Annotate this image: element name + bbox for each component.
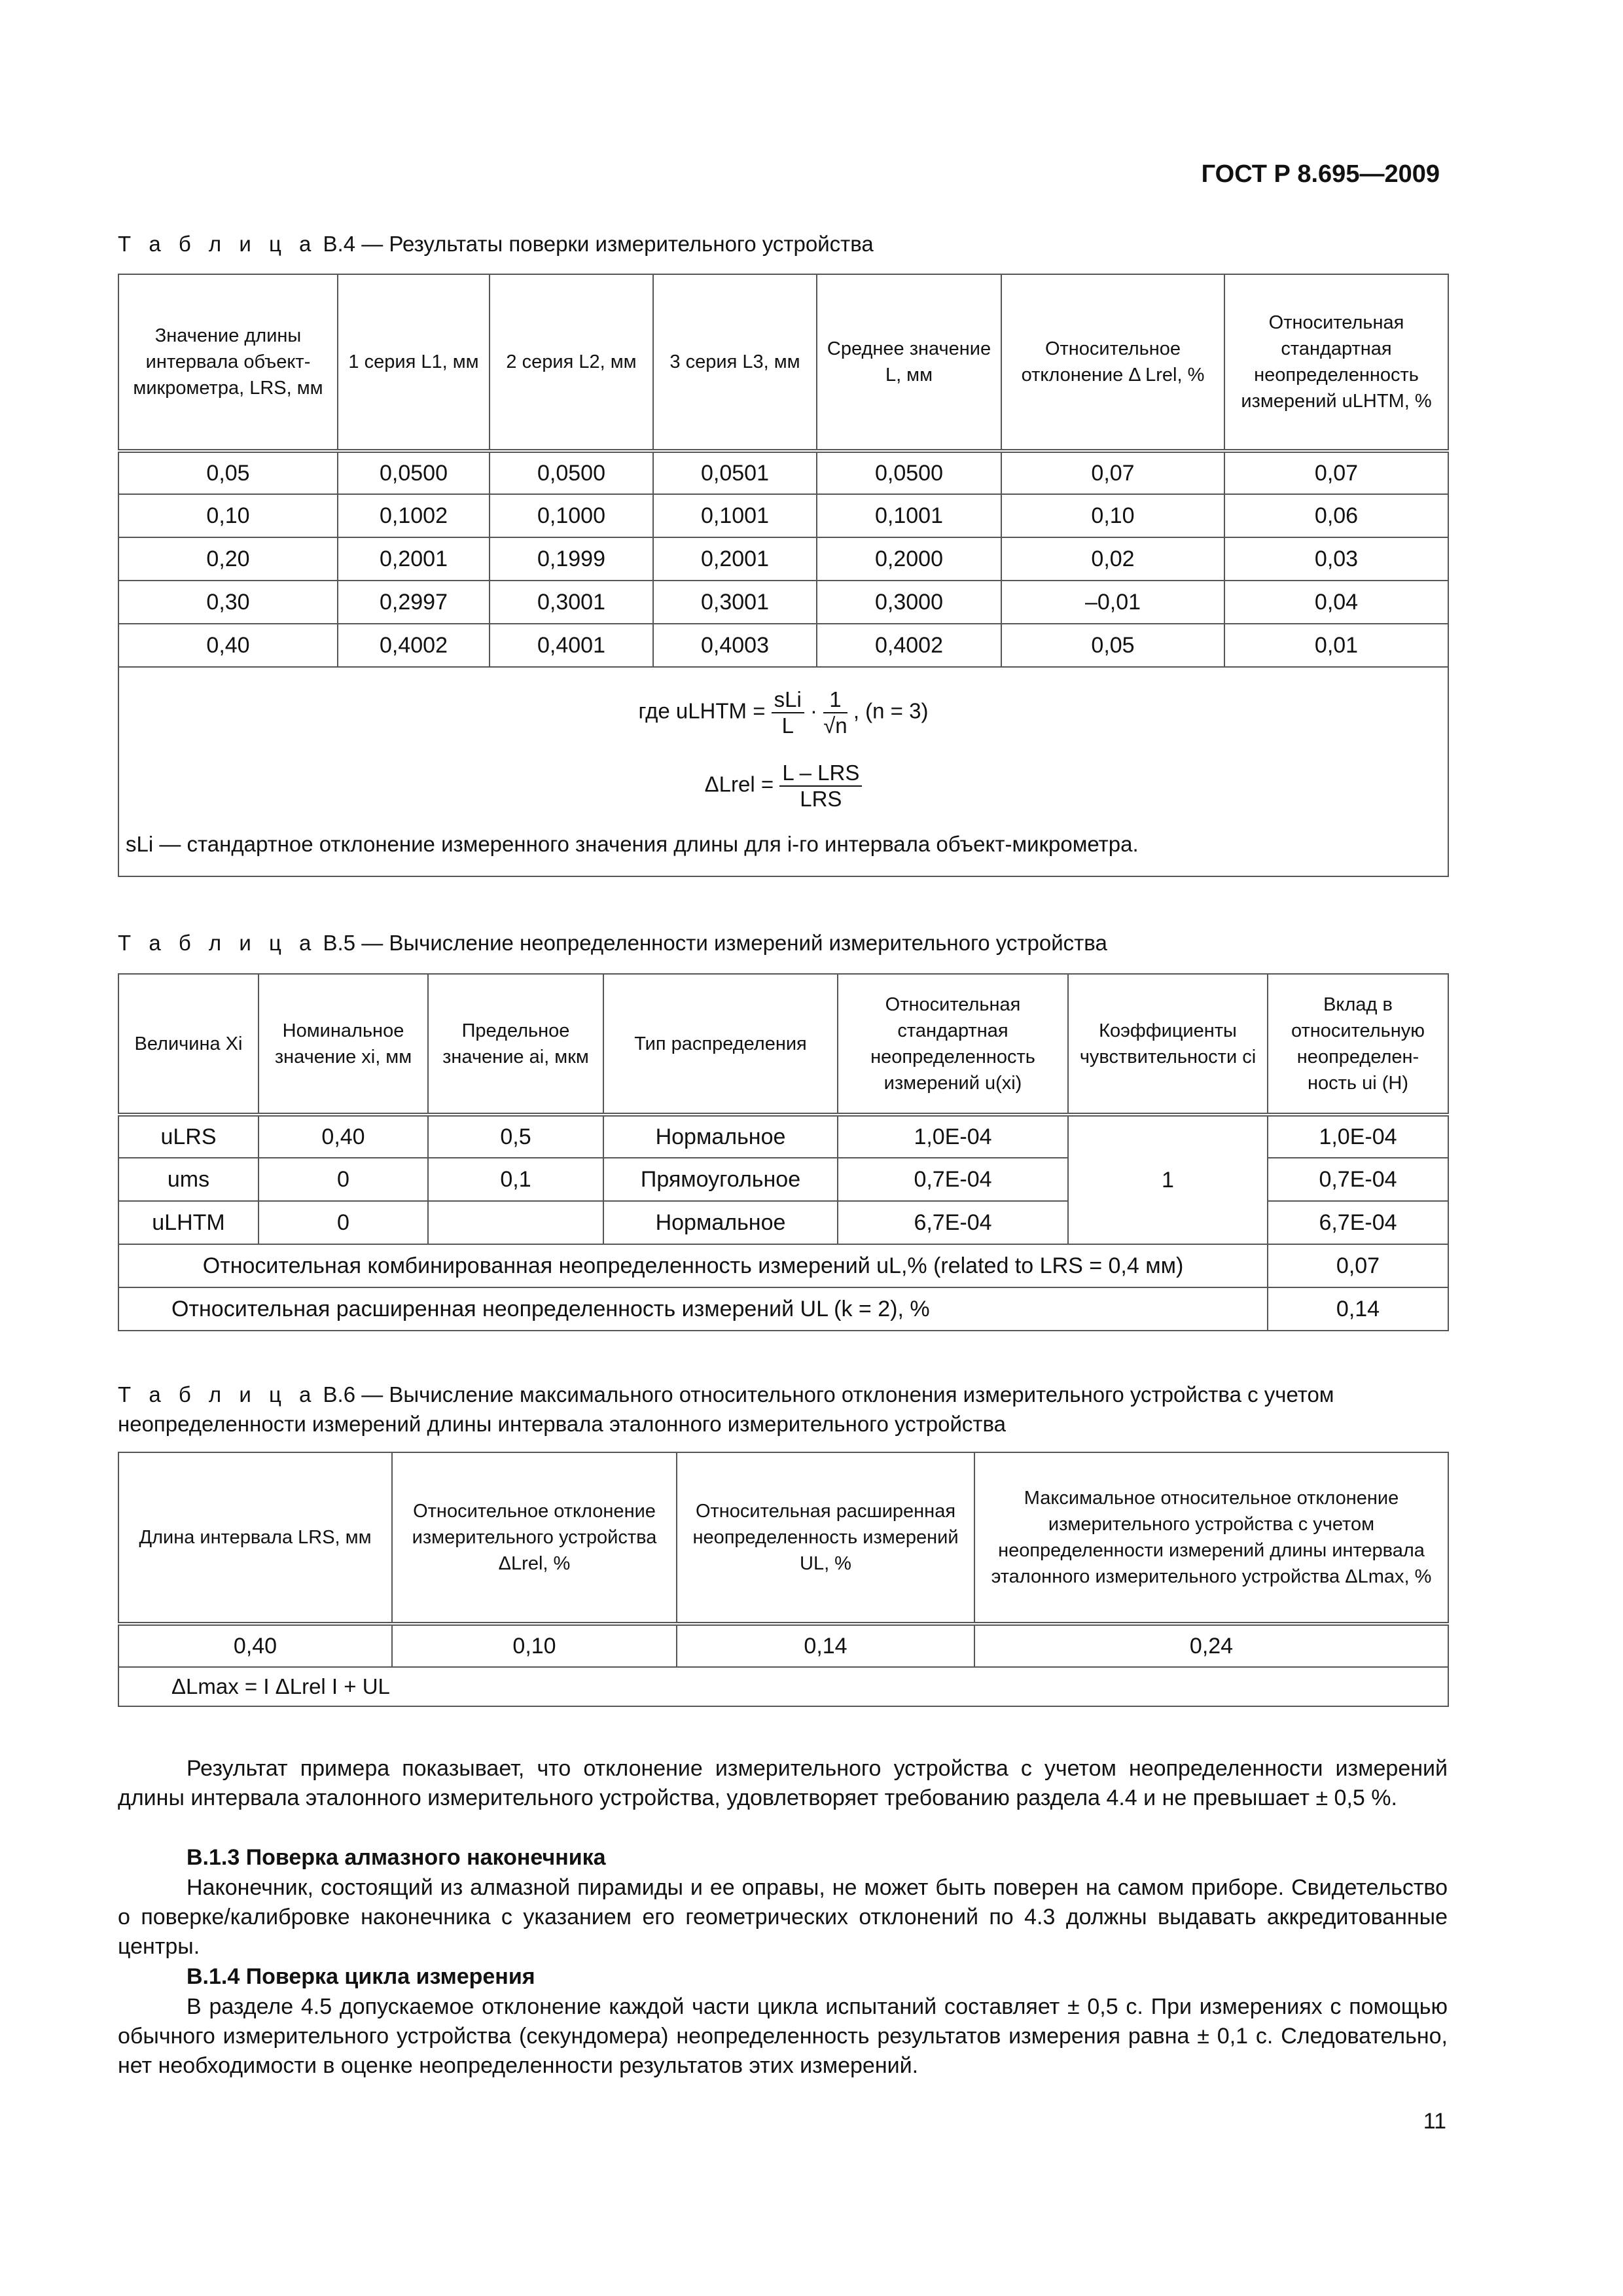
col-header: Длина интервала LRS, мм	[118, 1452, 392, 1624]
paragraph-result: Результат примера показывает, что отклонение измерительного устройства с учетом неопределенности измерений длины интервала эталонного измерительного устройства, удовлетворяет требованию раздела 4.4 и не превышает ± 0,5 %.	[118, 1756, 1448, 1810]
col-header: Относительное отклонение Δ Lrel, %	[1001, 274, 1224, 451]
table-row	[118, 581, 1448, 624]
caption-text: В.5 — Вычисление неопределенности измерений измерительного устройства	[323, 931, 1107, 955]
formula-delta-l-rel	[124, 761, 1442, 812]
table-cell: 0,07	[1001, 451, 1224, 494]
table-cell: 0,30	[118, 581, 338, 624]
table-b5	[118, 973, 1449, 1331]
formula-suffix: , (n = 3)	[853, 698, 929, 723]
col-header: Относительное отклонение измерительного устройства ΔLrel, %	[392, 1452, 677, 1624]
table-b6-caption	[118, 1380, 1448, 1439]
table-cell	[428, 1201, 603, 1244]
table-cell: 0,7E-04	[1268, 1158, 1448, 1201]
expanded-uncertainty-label: Относительная расширенная неопределенность измерений UL (k = 2), %	[118, 1287, 1268, 1331]
formula-cell	[118, 667, 1448, 876]
table-cell: 0,05	[118, 451, 338, 494]
col-header: Относительная стандартная неопределенность измерений u(xi)	[838, 974, 1068, 1115]
table-row	[118, 494, 1448, 537]
fraction-denominator: √n	[823, 713, 847, 738]
caption-text: В.6 — Вычисление максимального относительного отклонения измерительного устройства с учетом неопределенности измерений длины интервала эталонного измерительного устройства	[118, 1382, 1334, 1436]
col-header: Вклад в относительную неопределен-ность ui (Н)	[1268, 974, 1448, 1115]
standard-number: ГОСТ Р 8.695—2009	[1201, 160, 1440, 188]
table-b5-caption	[118, 928, 1107, 958]
table-cell: 0,1999	[490, 537, 653, 581]
table-b4-header-row	[118, 274, 1448, 451]
fraction-numerator: 1	[823, 687, 847, 713]
table-cell: 0,0501	[653, 451, 817, 494]
col-header: 2 серия L2, мм	[490, 274, 653, 451]
expanded-uncertainty-value: 0,14	[1268, 1287, 1448, 1331]
col-header: Номинальное значение xi, мм	[259, 974, 428, 1115]
table-cell: 0,1001	[653, 494, 817, 537]
combined-uncertainty-label: Относительная комбинированная неопределенность измерений uL,% (related to LRS = 0,4 мм)	[118, 1244, 1268, 1287]
table-cell: 0,40	[118, 1624, 392, 1667]
table-cell: 0,3000	[817, 581, 1001, 624]
col-header: Значение длины интервала объект-микрометра, LRS, мм	[118, 274, 338, 451]
fraction-denominator: LRS	[800, 787, 842, 811]
table-b4-formula-row	[118, 667, 1448, 876]
table-cell: uLHTM	[118, 1201, 259, 1244]
table-cell: 0,1002	[338, 494, 490, 537]
table-cell: 0,4001	[490, 624, 653, 667]
table-cell: 0,02	[1001, 537, 1224, 581]
table-cell: 0,1	[428, 1158, 603, 1201]
table-cell: 0,05	[1001, 624, 1224, 667]
table-cell: 0,07	[1224, 451, 1448, 494]
table-cell: 0,10	[1001, 494, 1224, 537]
col-header: Среднее значение L, мм	[817, 274, 1001, 451]
table-cell: 0	[259, 1201, 428, 1244]
table-cell: 0,2001	[653, 537, 817, 581]
table-cell: 6,7E-04	[838, 1201, 1068, 1244]
table-cell: 0,0500	[338, 451, 490, 494]
col-header: 1 серия L1, мм	[338, 274, 490, 451]
table-cell: 0,4002	[817, 624, 1001, 667]
fraction	[772, 687, 804, 738]
col-header: Тип распределения	[603, 974, 838, 1115]
table-cell: 0,3001	[490, 581, 653, 624]
col-header: Предельное значение ai, мкм	[428, 974, 603, 1115]
col-header: 3 серия L3, мм	[653, 274, 817, 451]
table-cell: ums	[118, 1158, 259, 1201]
table-row	[118, 1115, 1448, 1158]
table-b6-header-row	[118, 1452, 1448, 1624]
table-label: Т а б л и ц а	[118, 931, 317, 955]
formula-u-lhtm	[124, 687, 1442, 738]
col-header: Относительная расширенная неопределенность измерений UL, %	[677, 1452, 974, 1624]
table-cell: –0,01	[1001, 581, 1224, 624]
coefficient-cell: 1	[1068, 1115, 1268, 1244]
table-label: Т а б л и ц а	[118, 1382, 317, 1407]
table-label: Т а б л и ц а	[118, 232, 317, 256]
table-cell: 0,4002	[338, 624, 490, 667]
col-header: Величина Xi	[118, 974, 259, 1115]
table-row	[118, 1244, 1448, 1287]
table-b4-note: sLi — стандартное отклонение измеренного значения длины для i-го интервала объект-микрометра.	[126, 832, 1139, 856]
table-cell: 1,0E-04	[838, 1115, 1068, 1158]
table-cell: 0,40	[118, 624, 338, 667]
paragraph-cycle: В разделе 4.5 допускаемое отклонение каждой части цикла испытаний составляет ± 0,5 с. При измерениях с помощью обычного измерительного устройства (секундомера) неопределенность результатов измерения равна ± 0,1 с. Следовательно, нет необходимости в оценке неопределенности результатов этих измерений.	[118, 1994, 1448, 2078]
formula-prefix: где uLHTM =	[638, 698, 766, 723]
table-cell: 0,10	[118, 494, 338, 537]
heading-b13: В.1.3 Поверка алмазного наконечника	[187, 1845, 606, 1870]
table-cell: 0,14	[677, 1624, 974, 1667]
paragraph-diamond-tip: Наконечник, состоящий из алмазной пирамиды и ее оправы, не может быть поверен на самом приборе. Свидетельство о поверке/калибровке наконечника с указанием его геометрических отклонений по 4.3 должны выдавать аккредитованные центры.	[118, 1875, 1448, 1959]
table-cell: 0,40	[259, 1115, 428, 1158]
table-b6	[118, 1452, 1449, 1707]
table-row	[118, 1624, 1448, 1667]
table-cell: 1,0E-04	[1268, 1115, 1448, 1158]
formula-prefix: ΔLrel =	[704, 772, 774, 797]
table-cell: Прямоугольное	[603, 1158, 838, 1201]
table-cell: 0,7E-04	[838, 1158, 1068, 1201]
table-cell: 0,3001	[653, 581, 817, 624]
fraction	[823, 687, 847, 738]
heading-b14: В.1.4 Поверка цикла измерения	[187, 1964, 535, 1989]
table-cell: 0,2001	[338, 537, 490, 581]
table-cell: 0,03	[1224, 537, 1448, 581]
table-cell: 0,1001	[817, 494, 1001, 537]
table-cell: uLRS	[118, 1115, 259, 1158]
table-cell: 0,20	[118, 537, 338, 581]
table-row	[118, 537, 1448, 581]
table-cell: 0,4003	[653, 624, 817, 667]
table-cell: 0,24	[974, 1624, 1448, 1667]
col-header: Максимальное относительное отклонение измерительного устройства с учетом неопределенности измерений длины интервала эталонного измерительного устройства ΔLmax, %	[974, 1452, 1448, 1624]
table-b5-header-row	[118, 974, 1448, 1115]
table-b6-formula: ΔLmax = I ΔLrel I + UL	[118, 1667, 1448, 1706]
table-cell: 0,1000	[490, 494, 653, 537]
table-cell: 0,04	[1224, 581, 1448, 624]
table-cell: 0,01	[1224, 624, 1448, 667]
table-cell: 0	[259, 1158, 428, 1201]
table-row	[118, 451, 1448, 494]
fraction	[779, 761, 862, 812]
table-cell: 0,0500	[817, 451, 1001, 494]
multiply-sign: ·	[810, 698, 818, 723]
table-row	[118, 1667, 1448, 1706]
table-cell: 0,2000	[817, 537, 1001, 581]
combined-uncertainty-value: 0,07	[1268, 1244, 1448, 1287]
table-cell: 0,5	[428, 1115, 603, 1158]
caption-text: В.4 — Результаты поверки измерительного устройства	[323, 232, 874, 256]
table-b4-caption	[118, 229, 874, 259]
table-cell: Нормальное	[603, 1201, 838, 1244]
table-cell: Нормальное	[603, 1115, 838, 1158]
table-row	[118, 1287, 1448, 1331]
table-cell: 0,2997	[338, 581, 490, 624]
table-row	[118, 624, 1448, 667]
fraction-numerator: L – LRS	[779, 761, 862, 787]
col-header: Относительная стандартная неопределенность измерений uLHTM, %	[1224, 274, 1448, 451]
col-header: Коэффициенты чувствительности ci	[1068, 974, 1268, 1115]
table-cell: 6,7E-04	[1268, 1201, 1448, 1244]
fraction-denominator: L	[781, 713, 794, 738]
page-number: 11	[1423, 2109, 1446, 2134]
table-cell: 0,10	[392, 1624, 677, 1667]
table-cell: 0,06	[1224, 494, 1448, 537]
fraction-numerator: sLi	[772, 687, 804, 713]
table-b4	[118, 274, 1449, 877]
table-cell: 0,0500	[490, 451, 653, 494]
